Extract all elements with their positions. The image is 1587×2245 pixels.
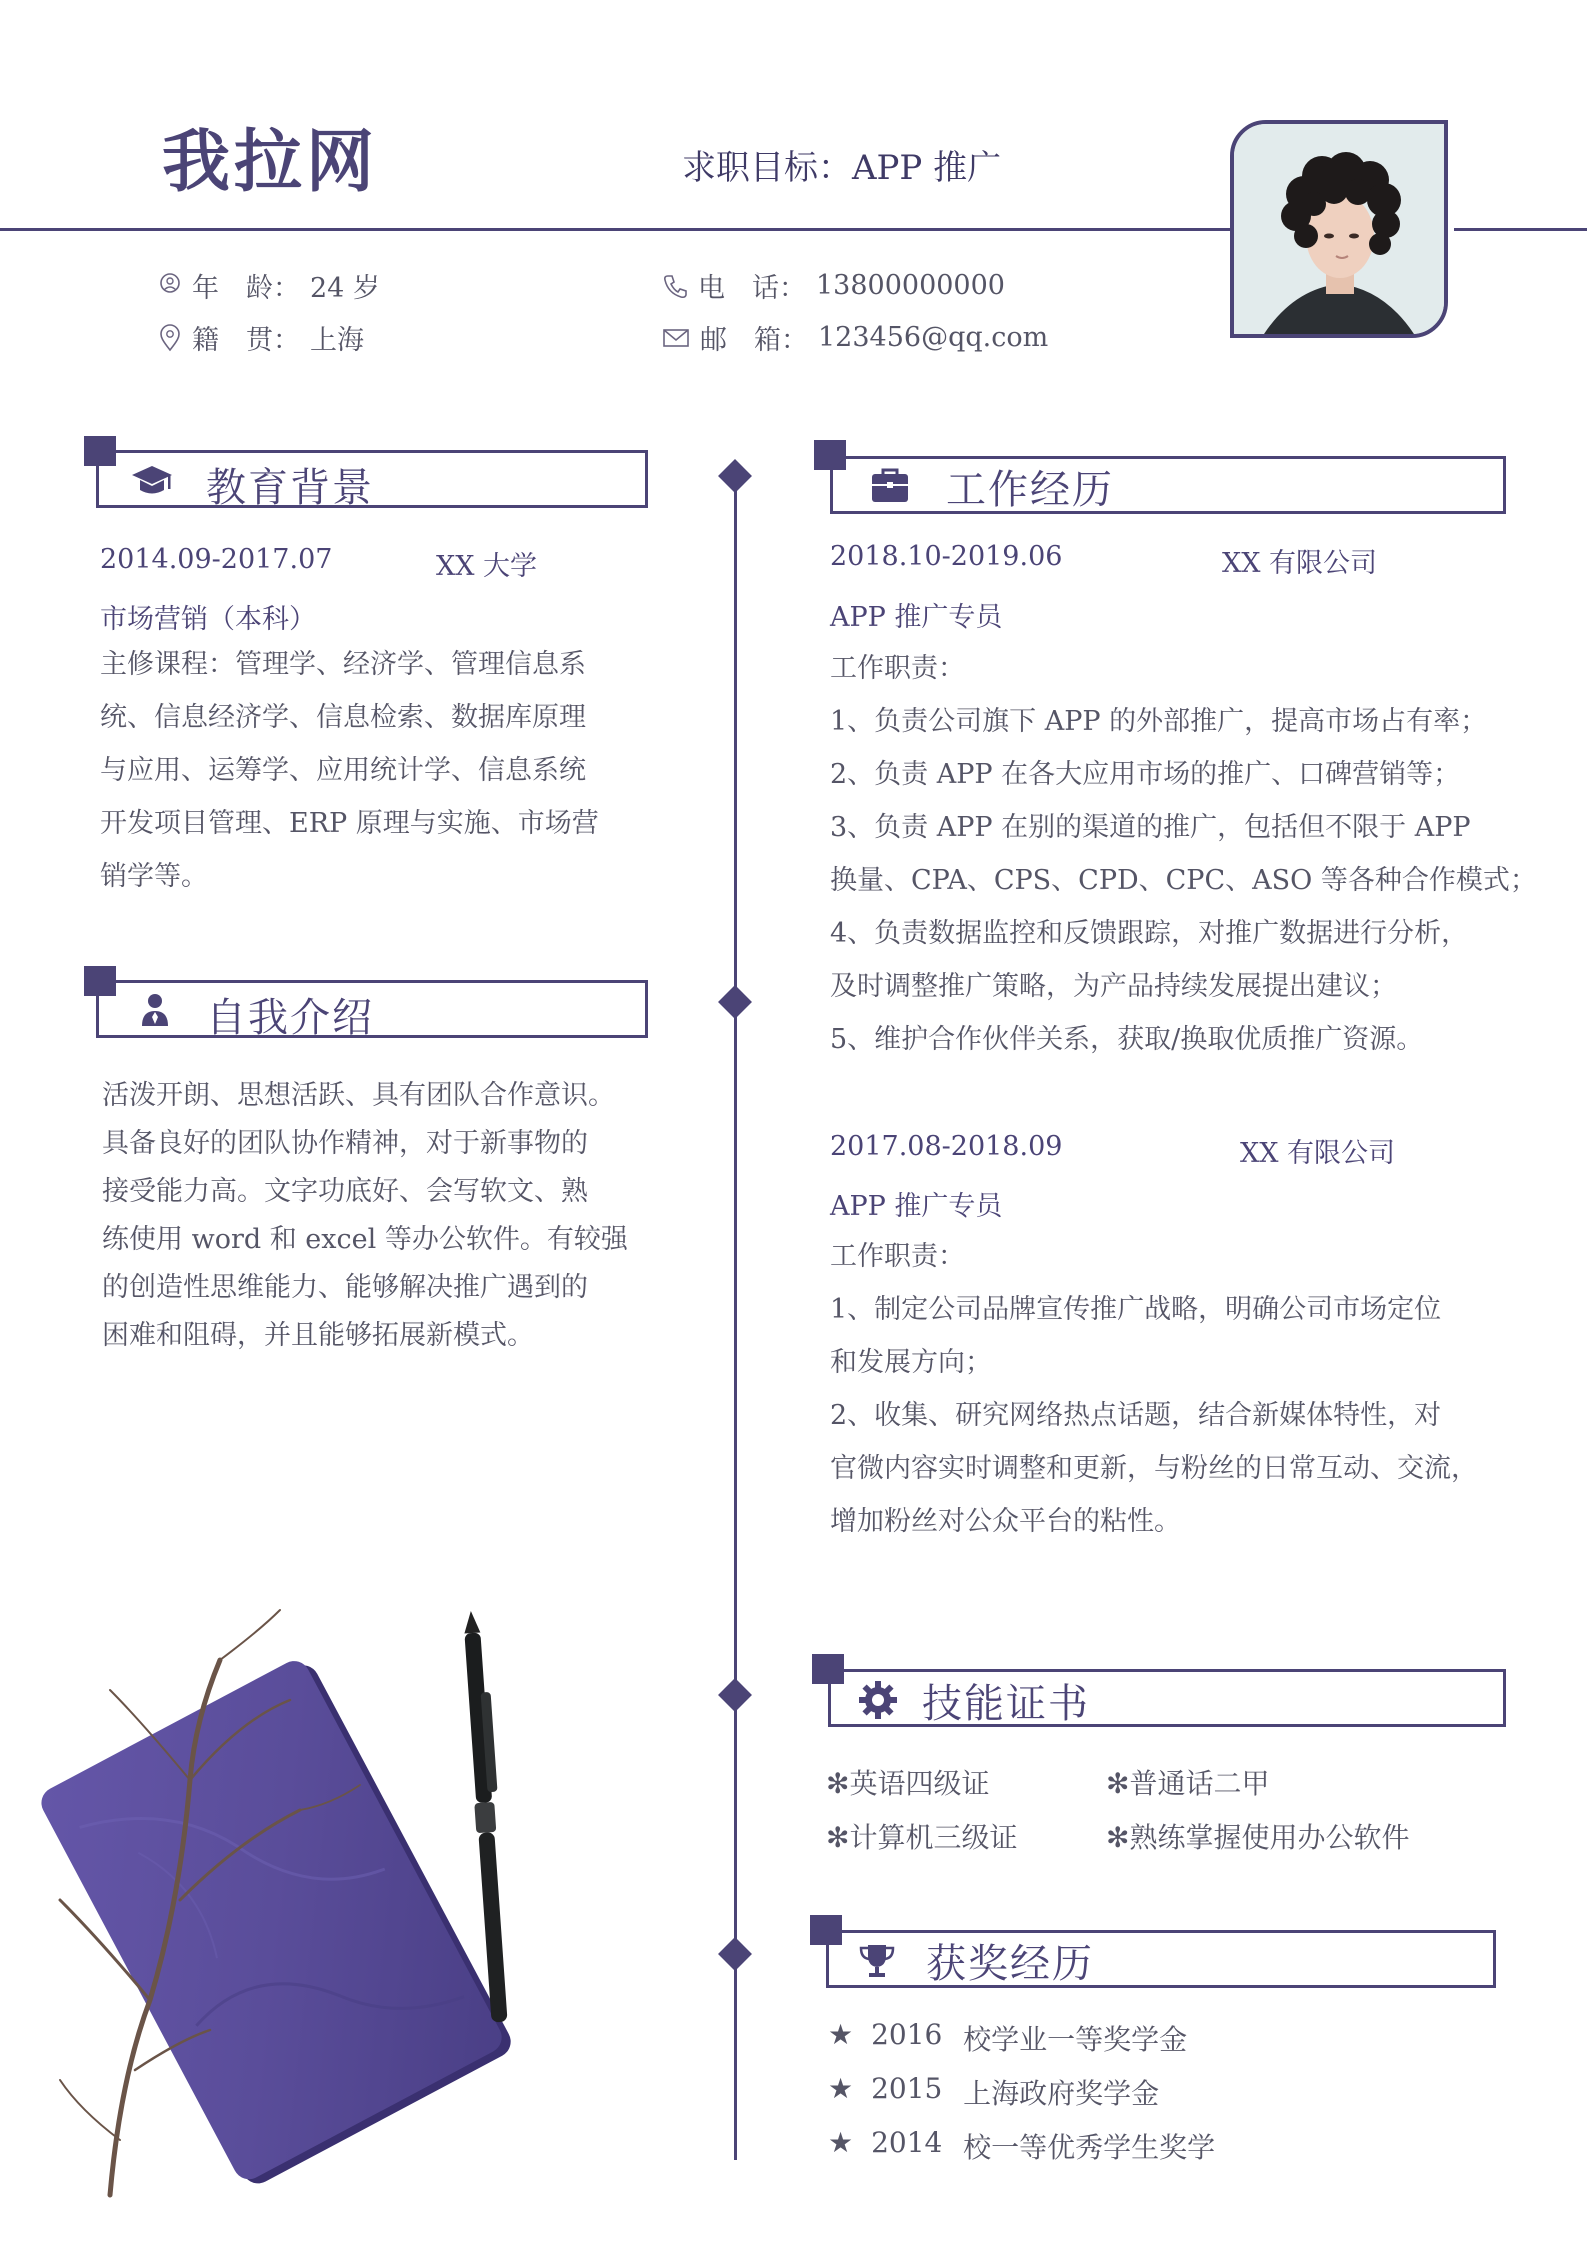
duty-line: 换量、CPA、CPS、CPD、CPC、ASO 等各种合作模式； <box>830 865 1537 896</box>
info-email <box>662 318 1048 357</box>
course-line: 统、信息经济学、信息检索、数据库原理 <box>100 702 586 733</box>
course-line: 主修课程：管理学、经济学、管理信息系 <box>100 649 586 680</box>
skill-item: ✻英语四级证 <box>826 1767 990 1800</box>
duty-line: 5、维护合作伙伴关系，获取/换取优质推广资源。 <box>830 1024 1424 1055</box>
section-tab <box>84 436 116 466</box>
intro-line: 具备良好的团队协作精神，对于新事物的 <box>102 1128 588 1159</box>
award-name: 校学业一等奖学金 <box>963 2023 1188 2056</box>
timeline-diamond <box>718 985 752 1019</box>
skill-item: ✻熟练掌握使用办公软件 <box>1106 1821 1410 1854</box>
duty-line: 1、制定公司品牌宣传推广战略，明确公司市场定位 <box>830 1294 1442 1325</box>
origin-value: 上海 <box>310 325 364 356</box>
notebook-illustration <box>40 1600 600 2220</box>
phone-value: 13800000000 <box>816 270 1005 301</box>
job-period: 2017.08-2018.09 <box>830 1131 1063 1162</box>
phone-icon <box>662 273 688 299</box>
timeline-diamond <box>718 459 752 493</box>
section-tab <box>84 966 116 996</box>
award-name: 校一等优秀学生奖学 <box>963 2131 1216 2164</box>
award-item <box>828 2018 1187 2058</box>
course-line: 销学等。 <box>100 861 208 892</box>
timeline-line <box>734 470 737 2160</box>
timeline-diamond <box>718 1937 752 1971</box>
info-origin <box>158 318 364 357</box>
education-title: 教育背景 <box>206 465 374 511</box>
graduation-cap-icon <box>130 462 174 500</box>
duty-line: 2、负责 APP 在各大应用市场的推广、口碑营销等； <box>830 759 1461 790</box>
intro-line: 接受能力高。文字功底好、会写软文、熟 <box>102 1176 588 1207</box>
self-intro-title: 自我介绍 <box>206 995 374 1041</box>
section-tab <box>810 1915 842 1945</box>
job-objective: 求职目标：APP 推广 <box>682 148 1002 188</box>
work-title: 工作经历 <box>946 467 1114 513</box>
award-year: 2014 <box>871 2126 943 2159</box>
duty-line: 官微内容实时调整和更新，与粉丝的日常互动、交流， <box>830 1453 1478 1484</box>
age-value: 24 岁 <box>310 273 380 304</box>
person-icon <box>140 992 170 1028</box>
job-position: APP 推广专员 <box>830 1191 1003 1222</box>
mail-icon <box>662 327 690 349</box>
skill-item: ✻普通话二甲 <box>1106 1767 1270 1800</box>
award-year: 2015 <box>871 2072 943 2105</box>
header-divider-right <box>1454 228 1587 231</box>
duty-label: 工作职责： <box>830 1241 965 1272</box>
course-line: 与应用、运筹学、应用统计学、信息系统 <box>100 755 586 786</box>
section-tab <box>814 440 846 470</box>
job-company: XX 有限公司 <box>1240 1138 1396 1169</box>
duty-line: 4、负责数据监控和反馈跟踪，对推广数据进行分析， <box>830 918 1469 949</box>
star-icon: ★ <box>828 2126 854 2159</box>
star-icon: ★ <box>828 2072 854 2105</box>
award-name: 上海政府奖学金 <box>963 2077 1160 2110</box>
job-duties <box>830 642 1537 1066</box>
age-label: 年 龄： <box>192 273 300 304</box>
phone-label: 电 话： <box>698 273 806 304</box>
education-period: 2014.09-2017.07 <box>100 544 333 575</box>
gear-icon <box>858 1680 898 1720</box>
skills-title: 技能证书 <box>922 1681 1090 1727</box>
awards-title: 获奖经历 <box>926 1941 1094 1987</box>
origin-label: 籍 贯： <box>192 325 300 356</box>
briefcase-icon <box>870 466 910 504</box>
duty-line: 2、收集、研究网络热点话题，结合新媒体特性，对 <box>830 1400 1442 1431</box>
intro-line: 练使用 word 和 excel 等办公软件。有较强 <box>102 1224 628 1255</box>
email-label: 邮 箱： <box>700 325 808 356</box>
duty-line: 3、负责 APP 在别的渠道的推广，包括但不限于 APP <box>830 812 1471 843</box>
intro-line: 困难和阻碍，并且能够拓展新模式。 <box>102 1320 534 1351</box>
work-header <box>830 456 1506 514</box>
intro-line: 的创造性思维能力、能够解决推广遇到的 <box>102 1272 588 1303</box>
education-major: 市场营销（本科） <box>100 604 316 635</box>
job-duties <box>830 1230 1478 1548</box>
duty-line: 及时调整推广策略，为产品持续发展提出建议； <box>830 971 1397 1002</box>
education-courses <box>100 638 599 903</box>
intro-line: 活泼开朗、思想活跃、具有团队合作意识。 <box>102 1080 615 1111</box>
info-age <box>158 266 380 305</box>
profile-photo <box>1230 120 1448 338</box>
header-divider <box>0 228 1232 231</box>
award-year: 2016 <box>871 2018 943 2051</box>
duty-line: 1、负责公司旗下 APP 的外部推广，提高市场占有率； <box>830 706 1488 737</box>
course-line: 开发项目管理、ERP 原理与实施、市场营 <box>100 808 599 839</box>
trophy-icon <box>858 1942 896 1980</box>
location-pin-icon <box>158 324 182 352</box>
person-outline-icon <box>158 273 182 299</box>
award-item <box>828 2072 1159 2112</box>
email-value: 123456@qq.com <box>818 322 1049 353</box>
job-company: XX 有限公司 <box>1222 548 1378 579</box>
timeline-diamond <box>718 1678 752 1712</box>
section-tab <box>812 1654 844 1684</box>
info-phone <box>662 266 1005 305</box>
education-school: XX 大学 <box>436 551 538 582</box>
self-intro-text <box>102 1072 628 1360</box>
resume-name: 我拉网 <box>162 122 379 202</box>
duty-line: 和发展方向； <box>830 1347 992 1378</box>
skill-item: ✻计算机三级证 <box>826 1821 1018 1854</box>
job-period: 2018.10-2019.06 <box>830 541 1063 572</box>
job-position: APP 推广专员 <box>830 602 1003 633</box>
star-icon: ★ <box>828 2018 854 2051</box>
duty-label: 工作职责： <box>830 653 965 684</box>
duty-line: 增加粉丝对公众平台的粘性。 <box>830 1506 1181 1537</box>
award-item <box>828 2126 1215 2166</box>
